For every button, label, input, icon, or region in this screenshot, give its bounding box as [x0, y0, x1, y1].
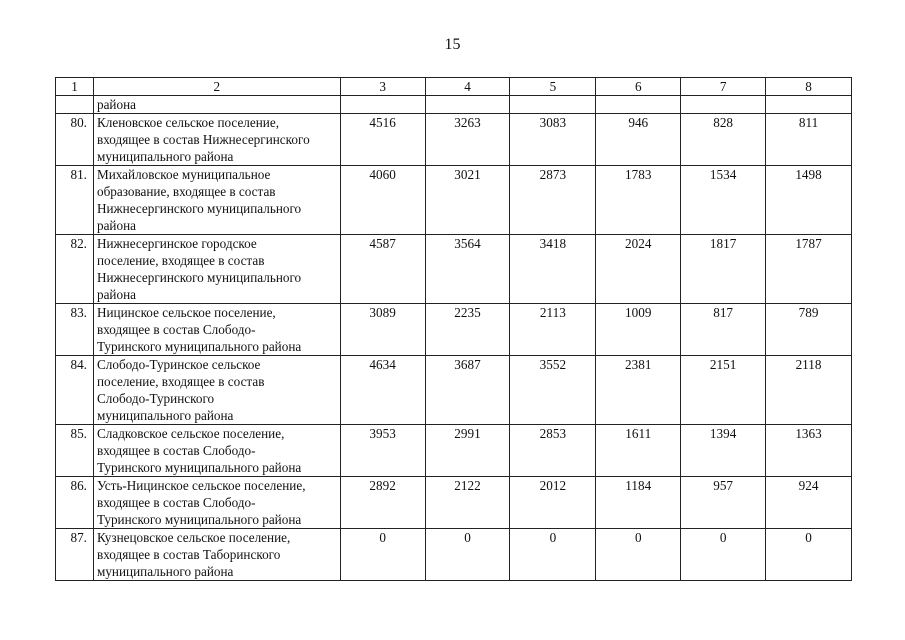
value-cell: 3687	[425, 356, 510, 425]
table-header-row	[56, 78, 852, 96]
municipality-name-line: Сладковское сельское поселение,	[96, 426, 285, 441]
value-cell: 3418	[510, 235, 596, 304]
value-cell: 1394	[681, 425, 766, 477]
table-row	[56, 356, 852, 425]
value-cell: 2892	[340, 477, 425, 529]
value-cell: 0	[766, 529, 852, 581]
municipality-name-cell	[93, 114, 340, 166]
continuation-row	[56, 96, 852, 114]
municipality-name-line: муниципального района	[96, 564, 234, 579]
row-number-cell: 83.	[56, 304, 94, 356]
value-cell: 828	[681, 114, 766, 166]
value-cell: 817	[681, 304, 766, 356]
value-cell: 2012	[510, 477, 596, 529]
value-cell: 1817	[681, 235, 766, 304]
municipality-name-cell	[93, 166, 340, 235]
table-row	[56, 304, 852, 356]
value-cell: 924	[766, 477, 852, 529]
value-cell: 2118	[766, 356, 852, 425]
municipality-name-cell	[93, 477, 340, 529]
value-cell: 0	[596, 529, 681, 581]
value-cell	[510, 96, 596, 114]
value-cell	[681, 96, 766, 114]
municipality-name-cell	[93, 356, 340, 425]
municipality-name-cell	[93, 304, 340, 356]
column-header: 5	[510, 78, 596, 96]
value-cell: 3953	[340, 425, 425, 477]
value-cell: 0	[340, 529, 425, 581]
value-cell	[425, 96, 510, 114]
row-number-cell: 84.	[56, 356, 94, 425]
row-number-cell: 82.	[56, 235, 94, 304]
value-cell: 4587	[340, 235, 425, 304]
column-header: 4	[425, 78, 510, 96]
value-cell: 3263	[425, 114, 510, 166]
column-header: 7	[681, 78, 766, 96]
value-cell: 2113	[510, 304, 596, 356]
row-number-cell: 85.	[56, 425, 94, 477]
value-cell: 3552	[510, 356, 596, 425]
value-cell: 3021	[425, 166, 510, 235]
value-cell: 1498	[766, 166, 852, 235]
value-cell: 2151	[681, 356, 766, 425]
value-cell: 789	[766, 304, 852, 356]
value-cell: 3083	[510, 114, 596, 166]
value-cell: 0	[510, 529, 596, 581]
continuation-text: района	[93, 96, 340, 114]
row-number-cell	[56, 96, 94, 114]
municipality-name-line: Туринского муниципального района	[96, 512, 302, 527]
value-cell: 4634	[340, 356, 425, 425]
value-cell: 2122	[425, 477, 510, 529]
municipality-name-line: входящее в состав Нижнесергинского	[96, 132, 310, 147]
municipality-name-line: Кузнецовское сельское поселение,	[96, 530, 291, 545]
value-cell: 811	[766, 114, 852, 166]
column-header: 2	[93, 78, 340, 96]
value-cell: 3564	[425, 235, 510, 304]
table-row	[56, 114, 852, 166]
value-cell: 4516	[340, 114, 425, 166]
value-cell	[340, 96, 425, 114]
table-row	[56, 529, 852, 581]
value-cell: 2991	[425, 425, 510, 477]
value-cell: 0	[681, 529, 766, 581]
municipality-name-line: входящее в состав Слободо-	[96, 443, 256, 458]
value-cell: 4060	[340, 166, 425, 235]
column-header: 6	[596, 78, 681, 96]
value-cell: 1009	[596, 304, 681, 356]
municipality-name-line: Слободо-Туринское сельское	[96, 357, 261, 372]
row-number-cell: 87.	[56, 529, 94, 581]
data-table	[55, 77, 852, 581]
municipality-name-line: Ницинское сельское поселение,	[96, 305, 276, 320]
municipality-name-line: Туринского муниципального района	[96, 460, 302, 475]
row-number-cell: 81.	[56, 166, 94, 235]
table-row	[56, 425, 852, 477]
table-row	[56, 166, 852, 235]
value-cell: 1783	[596, 166, 681, 235]
value-cell: 2024	[596, 235, 681, 304]
municipality-name-line: Нижнесергинского муниципального	[96, 201, 302, 216]
municipality-name-line: входящее в состав Таборинского	[96, 547, 281, 562]
value-cell: 1787	[766, 235, 852, 304]
value-cell: 2381	[596, 356, 681, 425]
table-row	[56, 477, 852, 529]
value-cell: 1184	[596, 477, 681, 529]
municipality-name-line: муниципального района	[96, 408, 234, 423]
value-cell: 0	[425, 529, 510, 581]
table-row	[56, 235, 852, 304]
row-number-cell: 86.	[56, 477, 94, 529]
row-number-cell: 80.	[56, 114, 94, 166]
municipality-name-cell	[93, 425, 340, 477]
value-cell: 1363	[766, 425, 852, 477]
municipality-name-line: Усть-Ницинское сельское поселение,	[96, 478, 306, 493]
value-cell: 2853	[510, 425, 596, 477]
value-cell: 946	[596, 114, 681, 166]
municipality-name-line: муниципального района	[96, 149, 234, 164]
value-cell	[596, 96, 681, 114]
value-cell: 2873	[510, 166, 596, 235]
value-cell: 3089	[340, 304, 425, 356]
value-cell	[766, 96, 852, 114]
municipality-name-line: Туринского муниципального района	[96, 339, 302, 354]
municipality-name-line: поселение, входящее в состав	[96, 374, 265, 389]
municipality-name-line: Михайловское муниципальное	[96, 167, 271, 182]
value-cell: 1534	[681, 166, 766, 235]
municipality-name-line: образование, входящее в состав	[96, 184, 276, 199]
municipality-name-line: входящее в состав Слободо-	[96, 322, 256, 337]
municipality-name-line: Слободо-Туринского	[96, 391, 215, 406]
municipality-name-line: входящее в состав Слободо-	[96, 495, 256, 510]
municipality-name-cell	[93, 235, 340, 304]
municipality-name-line: района	[96, 287, 136, 302]
municipality-name-line: Нижнесергинское городское	[96, 236, 257, 251]
municipality-name-line: Кленовское сельское поселение,	[96, 115, 279, 130]
column-header: 1	[56, 78, 94, 96]
municipality-name-cell	[93, 529, 340, 581]
column-header: 3	[340, 78, 425, 96]
value-cell: 2235	[425, 304, 510, 356]
page-number: 15	[444, 36, 461, 53]
municipality-name-line: района	[96, 218, 136, 233]
municipality-name-line: поселение, входящее в состав	[96, 253, 265, 268]
value-cell: 957	[681, 477, 766, 529]
value-cell: 1611	[596, 425, 681, 477]
municipality-name-line: Нижнесергинского муниципального	[96, 270, 302, 285]
column-header: 8	[766, 78, 852, 96]
